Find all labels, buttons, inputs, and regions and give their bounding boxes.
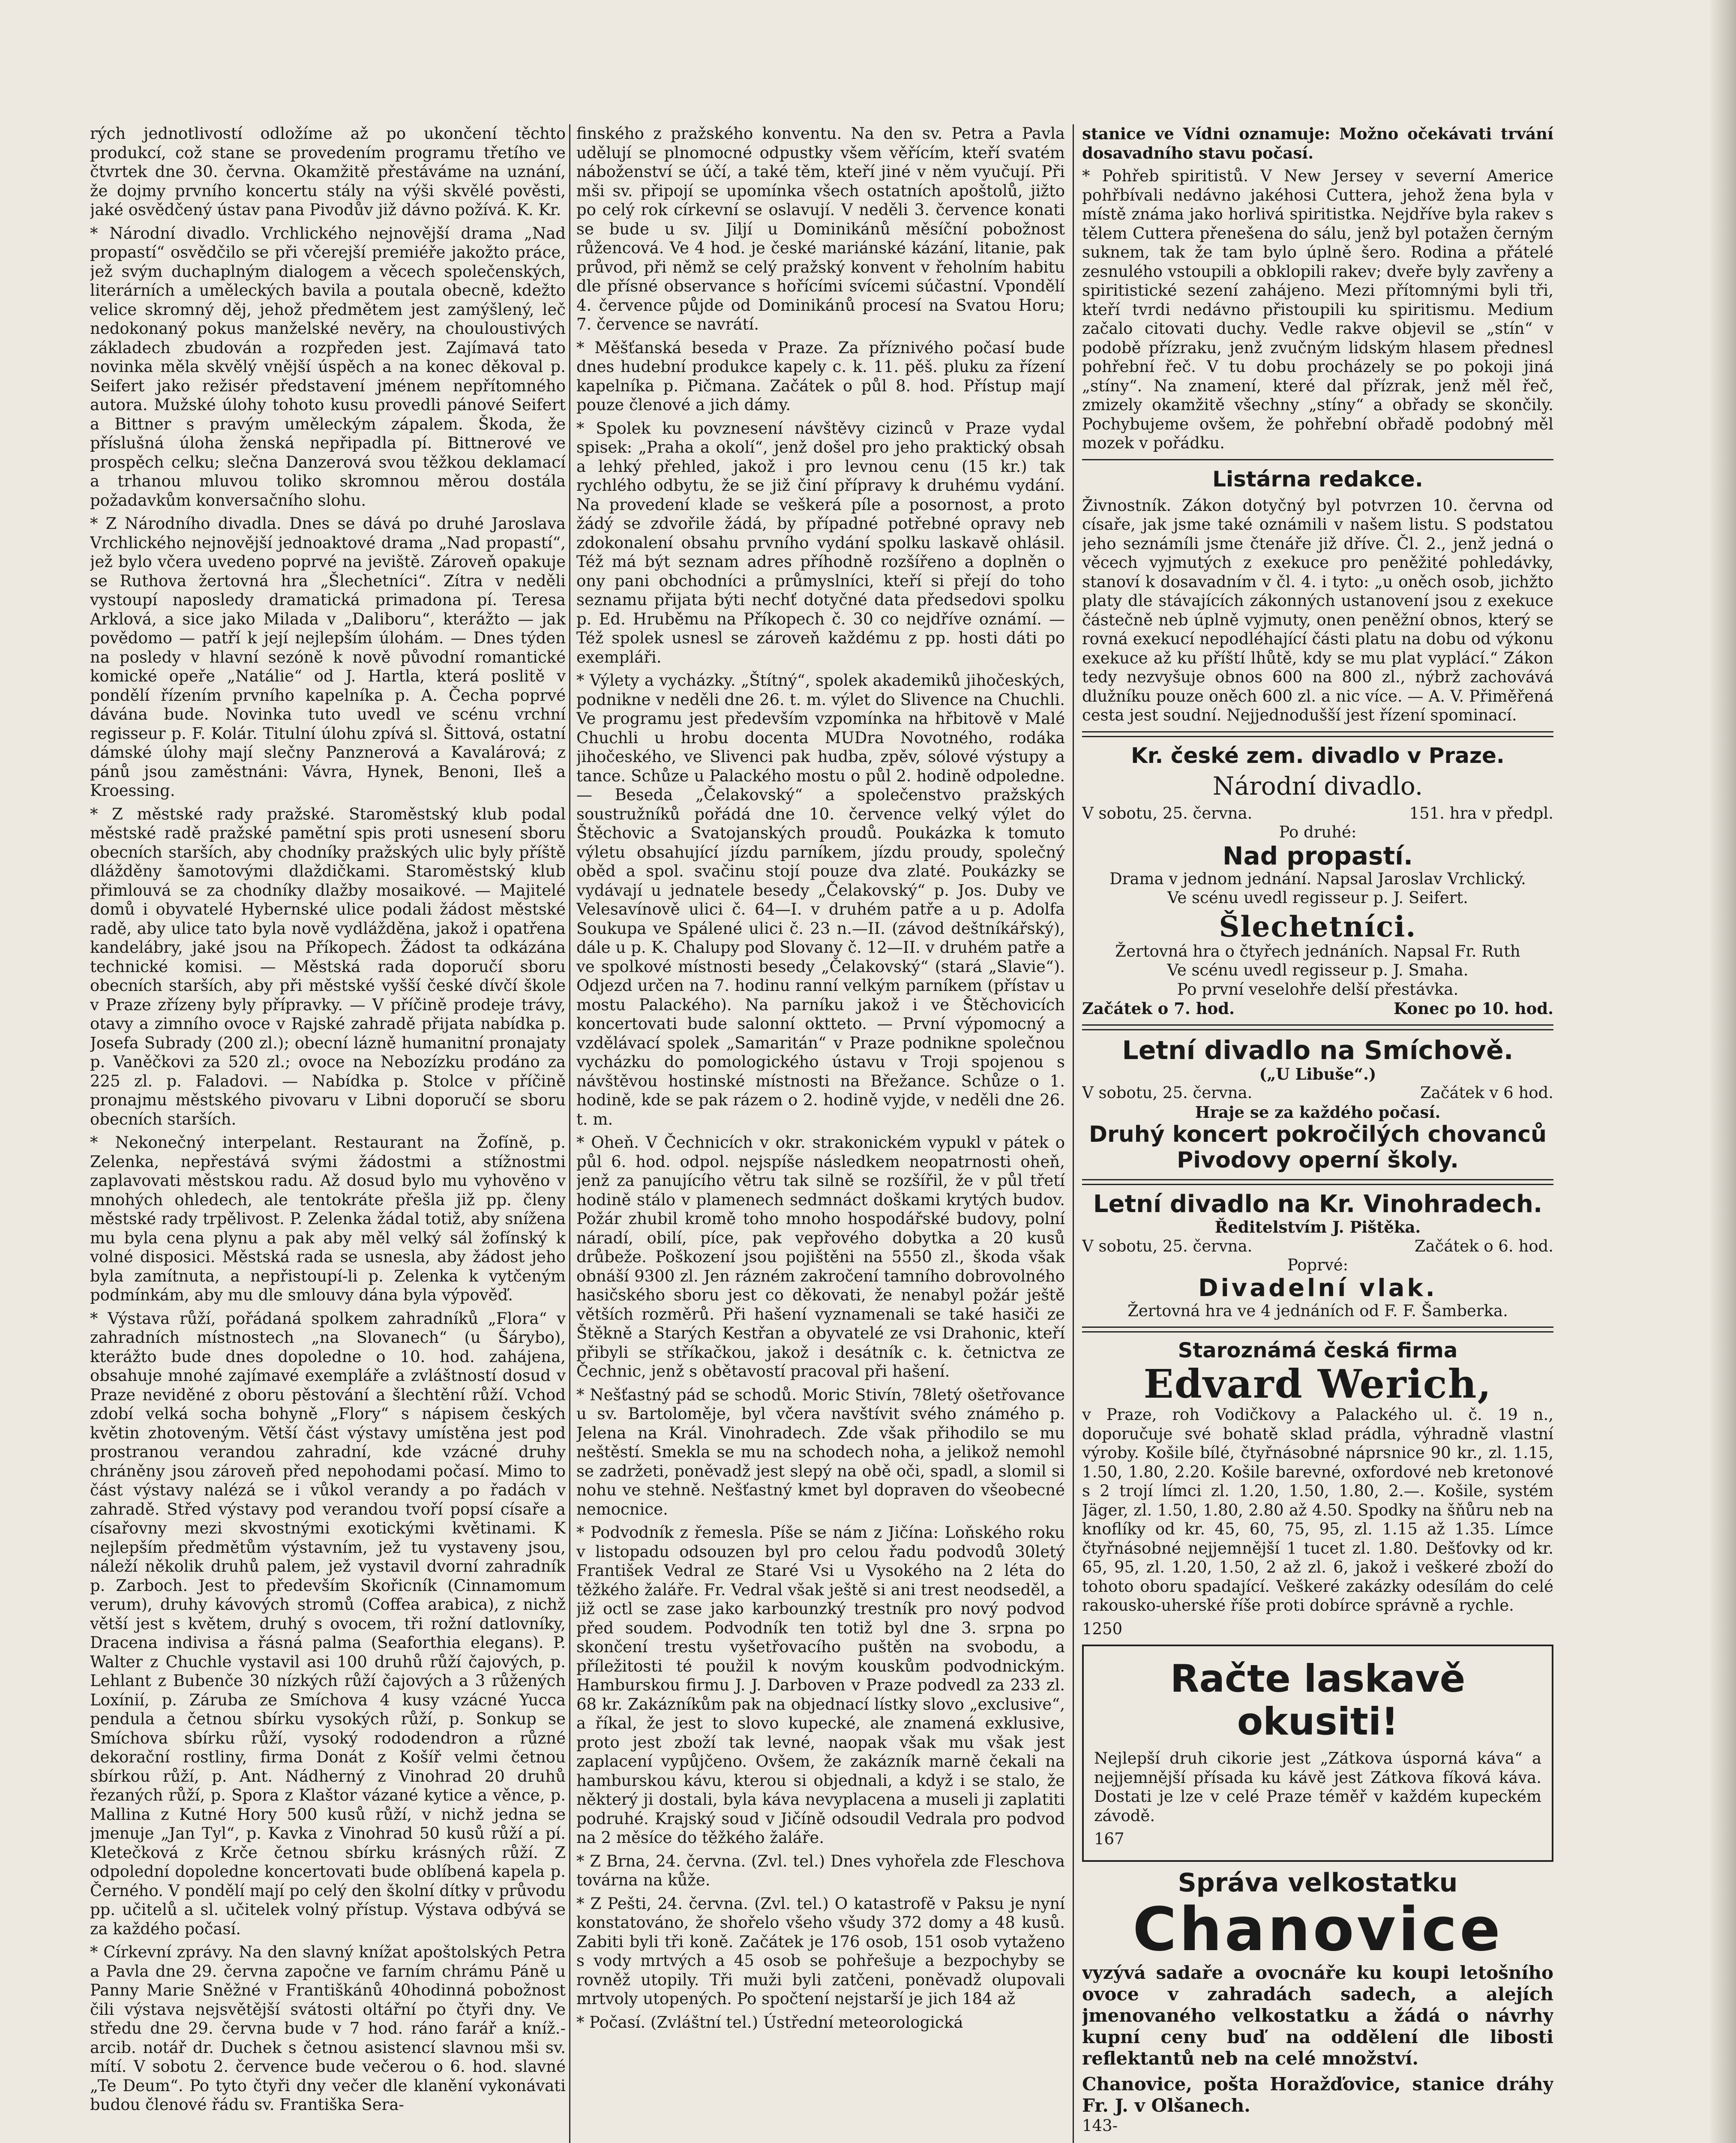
play-desc: Žertovná hra ve 4 jednáních od F. F. Šamberka.: [1127, 1301, 1508, 1320]
article-paragraph: rých jednotlivostí odložíme až po ukončení těchto produkcí, což stane se provedením programu třetího ve čtvrtek dne 30. června. Okamžitě přestáváme na uznání, že dojmy prvního koncertu stály na výši skvělé pověsti, jaké osvědčený ústav pana Pivodův již dávno požívá. K. Kr.: [90, 124, 566, 219]
article-paragraph: * Pohřeb spiritistů. V New Jersey v severní Americe pohřbívali nedávno jakéhosi Cuttera, jehož žena byla v místě známa jako horlivá spiritistka. Nejdříve byla rakev s tělem Cuttera přenešena do sálu, jenž byl potažen černým suknem, tak že tam bylo úplně šero. Rodina a přátelé zesnulého vstoupili a obklopili rakev; dveře byly zavřeny a spiritistické sezení zahájeno. Mezi přítomnými byli tři, kteří tvrdi nedávno přistoupili ku spiritismu. Medium začalo citovati duchy. Vedle rakve objevil se „stín“ v podobě přízraku, jenž zvučným lidským hlasem přednesl pohřební řeč. V tu dobu procházely se po pokoji jiná „stíny“. Na znamení, které dal přízrak, jenž měl řeč, zmizely okamžitě všechny „stíny“ a obřady se skončily. Pochybujeme ovšem, že pohřební obřadě podobný měl mozek v pořádku.: [1082, 167, 1553, 452]
theater-header: Kr. české zem. divadlo v Praze.: [1131, 743, 1505, 768]
column-rule: [569, 124, 570, 2143]
theater-start: Začátek o 7. hod.: [1082, 999, 1235, 1018]
theater-first-label: Po druhé:: [1279, 823, 1357, 841]
concert-title: Druhý koncert pokročilých chovanců: [1088, 1122, 1547, 1147]
article-paragraph: * Měšťanská beseda v Praze. Za příznivého počasí bude dnes hudební produkce kapely c. k. 11. pěš. pluku za řízení kapelníka p. Pičmana. Začátek o půl 8. hod. Přístup mají pouze členové a jich dámy.: [576, 338, 1065, 414]
article-paragraph: * Národní divadlo. Vrchlického nejnovější drama „Nad propastí“ osvědčilo se při včerejší premiéře jakožto práce, jež svým duchaplným dialogem a věcech společenských, literárních a uměleckých bavila a poutala obecně, kdežto velice skromný děj, jehož předmětem jest zamýšlený, leč nedokonaný pokus manželské nevěry, na chouloustivých základech zbudován a rozpředen jest. Zajímavá tato novinka měla skvělý vnější úspěch a na konec děkoval p. Seifert jako režisér představení jménem nepřítomného autora. Mužské úlohy tohoto kusu provedli pánové Seifert a Bittner s pravým uměleckým zápalem. Škoda, že příslušná úloha ženská nepřipadla pí. Bittnerové ve prospěch celku; slečna Danzerová svou těžkou deklamací a trhanou mluvou toliko skromnou měrou dostála požadavkům konversačního slohu.: [90, 224, 566, 510]
theater-date: V sobotu, 25. června.: [1082, 1084, 1253, 1102]
theater-name: Národní divadlo.: [1212, 771, 1423, 801]
article-paragraph: * Oheň. V Čechnicích v okr. strakonickém vypukl v pátek o půl 6. hod. odpol. nejspíše následkem neopatrnosti oheň, jenž za panujícího větru tak silně se rozšířil, že v půl třetí hodině stálo v plamenech sedmnáct doškami krytých budov. Požár zhubil kromě toho mnoho hospodářské budovy, polní náradí, obilí, píce, pak vepřového dobytka a 20 kusů drůbeže. Poškození jsou pojištěni na 5550 zl., škoda však obnáší 9300 zl. Jen rázném zakročení tamního dobrovolného hasičského sboru jest co děkovati, že nenabyl požár ještě větších rozměrů. Při hašení vyznamenali se také hasiči ze Štěkně a Starých Kestřan a obyvatelé ze vsi Drahonic, kteří přibyli se stříkačkou, jakož i desátník c. k. četnictva ze Čechnic, jenž s obětavostí pracoval při hašení.: [576, 1133, 1065, 1381]
divider: [1082, 459, 1553, 460]
play-title: Šlechetníci.: [1219, 909, 1417, 943]
ad-head: Správa velkostatku: [1178, 1867, 1458, 1898]
theater-date: V sobotu, 25. června.: [1082, 804, 1253, 822]
theater-start: Začátek o 6. hod.: [1414, 1237, 1553, 1255]
theater-name: Letní divadlo na Smíchově.: [1122, 1035, 1514, 1065]
ad-number: 167: [1094, 1830, 1124, 1848]
article-paragraph: * Výlety a vycházky. „Štítný“, spolek akademiků jihočeských, podnikne v neděli dne 26. t. m. výlet do Slivence na Chuchli. Ve programu jest především vzpomínka na hřbitově v Malé Chuchli u hrobu docenta MUDra Novotného, rodáka jihočeského, ve Slivenci pak hudba, zpěv, sólové výstupy a tance. Schůze u Palackého mostu o půl 2. hodině odpoledne. — Beseda „Čelakovský“ a společenstvo pražských soustružníků pořádá dne 10. července velký výlet do Štěchovic a Svatojanských proudů. Poukázka k tomuto výletu obsahující jízdu parníkem, jízdu proudy, společný oběd a spol. svačinu stojí pouze dva zlaté. Poukázky se vydávají u jednatele besedy „Čelakovský“ p. Jos. Duby ve Velesavínově ulici č. 64—I. v druhém patře a u p. Adolfa Soukupa ve Spálené ulici č. 23 n.—II. (závod deštníkářský), dále u p. K. Chalupy pod Slovany č. 12—II. v druhém patře a ve spolkové místnosti besedy „Čelakovský“ (stará „Slavie“). Odjezd určen na 7. hodinu ranní velkým parníkem (přístav u mostu Palackého). Na parníku jakož i ve Štěchovicích koncertovati bude salonní oktteto. — První výpomocný a vzdělávací spolek „Samaritán“ v Praze podnikne společnou vycházku do pomologického ústavu v Troji spojenou s návštěvou hostinské místnosti na Břežance. Schůze o 1. hodině, kde se pak rázem o 2. hodině vyjde, v neděli dne 26. t. m.: [576, 671, 1065, 1129]
article-paragraph: * Církevní zprávy. Na den slavný knížat apoštolských Petra a Pavla dne 29. června započne ve farním chrámu Páně u Panny Marie Sněžné v Františkánů 40hodinná pobožnost čili výstava nejsvětější svátosti oltářní po čtyři dny. Ve středu dne 29. června bude v 7 hod. ráno farář a kníž.-arcib. notář dr. Duchek s četnou asistencí slavnou mši sv. mítí. V sobotu 2. července bude večerou o 6. hod. slavné „Te Deum“. Po tyto čtyři dny večer dle klanění vykonávati budou členové řádu sv. Františka Sera-: [90, 1943, 566, 2114]
play-desc: Drama v jednom jednání. Napsal Jaroslav Vrchlický.: [1109, 869, 1526, 888]
column-2: [576, 124, 1065, 2143]
theater-date-row: [1082, 1237, 1553, 1256]
theater-date-row: [1082, 804, 1553, 823]
ad-title: Račte laskavě okusiti!: [1170, 1657, 1466, 1744]
play-desc: Žertovná hra o čtyřech jednáních. Napsal Fr. Ruth: [1115, 942, 1520, 960]
article-paragraph: * Z Brna, 24. června. (Zvl. tel.) Dnes vyhořela zde Fleschova továrna na kůže.: [576, 1852, 1065, 1889]
article-paragraph: * Spolek ku povznesení návštěvy cizinců v Praze vydal spisek: „Praha a okolí“, jenž došel pro jeho praktický obsah a lehký přehled, jakož i pro levnou cenu (15 kr.) tak rychlého odbytu, že se již činí přípravy k druhému vydání. Na provedení klade se veškerá píle a posornost, a proto žádý se zdvořile žádá, by případné potřebné opravy neb zdokonalení obsahu prvního vydání spolku laskavě ohlásil. Též má být seznam adres příhodně rozšířeno a doplněn o ony pani obchodníci a průmyslníci, kteří si přejí do toho seznamu přijata býti nechť dotyčné data předsedovi spolku p. Ed. Hruběmu na Příkopech č. 30 co nejdříve oznámí. — Též spolek usnesl se zároveň každému z pp. hosti dáti po exempláři.: [576, 419, 1065, 666]
article-paragraph: * Z městské rady pražské. Staroměstský klub podal městské radě pražské pamětní spis proti usnesení sboru obecních starších, aby chodníky pražských ulic byly příště dlážděny šamotovými dlaždičkami. Staroměstský klub přimlouvá se za chodníky dlažby mosaikové. — Majitelé domů i obyvatelé Hybernské ulice podali žádost městské radě, aby ulice tato byla nově vydlážděna, jakož i opatřena kandelábry, jaké jsou na Příkopech. Žádost ta odkázána technické komisi. — Městská rada doporučí sboru obecních starších, aby při městské vyšší české dívčí škole v Praze zřízeny byly přípravky. — V příčině prodeje trávy, otavy a zimního ovoce v Rajské zahradě přijata nabídka p. Josefa Subrady (200 zl.); obecní lázně humanitní pronajaty p. Vaněčkovi za 520 zl.; ovoce na Nebozízku prodáno za 225 zl. p. Faladovi. — Nabídka p. Stolce v příčině pronajmu městského pivovaru v Libni doporučí se sboru obecních starších.: [90, 804, 566, 1129]
article-paragraph: stanice ve Vídni oznamuje: Možno očekávati trvání dosavadního stavu počasí.: [1082, 124, 1553, 162]
ad-text: vyzývá sadaře a ovocnáře ku koupi letošního ovoce v zahradách sadech, a alejích jmenovaného velkostatku a žádá o návrhy kupní ceny buď na oddělení dle libosti reflektantů neb na celé množství.: [1082, 1962, 1553, 2069]
theater-start: Začátek v 6 hod.: [1420, 1084, 1553, 1102]
ad-estate-name: Chanovice: [1133, 1894, 1503, 1965]
theater-note: Hraje se za každého počasí.: [1195, 1102, 1441, 1122]
listarna-title: Listárna redakce.: [1212, 466, 1423, 492]
article-paragraph: * Z Pešti, 24. června. (Zvl. tel.) O katastrofě v Paksu je nyní konstatováno, že shořelo všeho všudy 372 domy a 48 kusů. Zabiti byli tři koně. Začátek je 176 osob, 151 osob vytaženo s vody mrtvých a 45 osob se pohřešuje a bezpochyby se rovněž utopily. Tři muži byli zatčeni, poněvadž olupovali mrtvoly utopených. Po spočtení nejstarší je jich 184 až: [576, 1894, 1065, 2008]
article-paragraph: finského z pražského konventu. Na den sv. Petra a Pavla udělují se plnomocné odpustky všem věřícím, kteří svatém náboženství se účí, a také těm, kteří jiné v něm vyučují. Při mši sv. připojí se upomínka všech ostatních apoštolů, jižto po celý rok církevní se oslavují. V neděli 3. července konati se bude u sv. Jiljí u Dominikánů měsíční pobožnost růžencová. Ve 4 hod. je české mariánské kázání, litanie, pak průvod, při němž se celý pražský konvent v řeholním habitu dle přísné observance s hořícími svícemi súčastní. Vpondělí 4. července půjde od Dominikánů procesí na Svatou Horu; 7. července se navrátí.: [576, 124, 1065, 333]
play-title: Nad propastí.: [1222, 841, 1413, 870]
column-rule: [1073, 124, 1074, 2143]
ad-footer: Chanovice, pošta Horažďovice, stanice dráhy Fr. J. v Olšanech.: [1082, 2073, 1553, 2116]
page-edge: [1710, 0, 1736, 2143]
ad-firm-name: Edvard Werich,: [1143, 1361, 1492, 1407]
theater-end: Konec po 10. hod.: [1394, 999, 1553, 1018]
column-3: [1082, 124, 1553, 2143]
article-paragraph: * Nešťastný pád se schodů. Moric Stivín, 78letý ošetřovance u sv. Bartoloměje, byl včera navštívit svého známého p. Jelena na Král. Vinohradech. Zde však přihodilo se mu neštěstí. Smekla se mu na schodech noha, a jelikož nemohl se zadržeti, poněvadž jest slepý na obě oči, spadl, a slomil si nohu ve stehně. Nešťastný kmet byl dopraven do všeobecné nemocnice.: [576, 1385, 1065, 1519]
divider: [1082, 1327, 1553, 1333]
theater-times: [1082, 999, 1553, 1018]
theater-date: V sobotu, 25. června.: [1082, 1237, 1253, 1255]
concert-title: Pivodovy operní školy.: [1177, 1147, 1459, 1173]
play-title: Divadelní vlak.: [1198, 1274, 1437, 1302]
article-paragraph: * Podvodník z řemesla. Píše se nám z Jičína: Loňského roku v listopadu odsouzen byl pro celou řadu podvodů 30letý František Vedral ze Staré Vsi u Vysokého na 2 léta do těžkého žaláře. Fr. Vedral však ještě si ani trest neodseděl, a již octl se zase jako karbounzký trestník pro nový podvod před soudem. Podvodník ten totiž byl dne 3. srpna po skončení trestu vyšetřovacího puštěn na svobodu, a příležitosti té použil k novým kouskům podvodnickým. Hamburskou firmu J. J. Darboven v Praze podvedl za 233 zl. 68 kr. Zakázníkům pak na objednací lístky slovo „exclusive“, a říkal, že jest to slovo kupecké, ale znamená exklusive, proto jest zboží tak levné, naopak však mu však jest zaplacení vypůjčeno. Ovšem, že zakázník marně čekali na hamburskou kávu, kterou si objednali, a když i se stalo, že některý ji dostali, byla káva nevyplacena a museli ji zaplatiti podruhé. Krajský soud v Jičíně odsoudil Vedrala pro podvod na 2 měsíce do těžkého žaláře.: [576, 1523, 1065, 1847]
theater-name: Letní divadlo na Kr. Vinohradech.: [1093, 1190, 1543, 1218]
column-1: [90, 124, 566, 2143]
divider: [1082, 1024, 1553, 1030]
ad-text: Nejlepší druh cikorie jest „Zátkova úsporná káva“ a nejjemnější přísada ku kávě jest Zátkova fíková káva. Dostati je lze v celé Praze téměř v každém kupeckém závodě.: [1094, 1749, 1541, 1825]
theater-date-row: [1082, 1084, 1553, 1103]
theater-sub: („U Libuše“.): [1259, 1064, 1376, 1084]
ad-text: v Praze, roh Vodičkovy a Palackého ul. č. 19 n., doporučuje své bohatě sklad prádla, výhradně vlastní výroby. Košile bílé, čtyřnásobné náprsnice 90 kr., zl. 1.15, 1.50, 1.80, 2.20. Košile barevné, oxfordové neb kretonové s 2 trojí límci zl. 1.20, 1.50, 1.80, 2.—. Košile, systém Jäger, zl. 1.50, 1.80, 2.80 až 4.50. Spodky na šňůru neb na knoflíky od kr. 45, 60, 75, 95, zl. 1.15 až 1.35. Límce čtyřnásobné nejjemnější 1 tucet zl. 1.80. Dešťovky od kr. 65, 95, zl. 1.20, 1.50, 2 až zl. 6, jakož i veškeré zboží do tohoto oboru spadající. Veškeré zakázky odesílám do celé rakousko-uherské říše proti dobírce správně a rychle.: [1082, 1405, 1553, 1615]
ad-number: 1250: [1082, 1619, 1123, 1638]
article-paragraph: * Nekonečný interpelant. Restaurant na Žofíně, p. Zelenka, nepřestává svými žádostmi a stížnostmi zaplavovati městskou radu. Až dosud bylo mu vyhověno v mnohých ohledech, ale tentokráte přešla již pp. členy městské rady trpělivost. P. Zelenka žádal totiž, aby snížena mu byla cena plynu a pak aby měl velký sál žofínský k volné disposici. Městská rada se usnesla, aby žádost jeho byla zamítnuta, a nepřistoupí-li p. Zelenka k vytčeným podmínkám, aby mu dle smlouvy dána byla výpověď.: [90, 1133, 566, 1304]
play-director: Ve scénu uvedl regisseur p. J. Seifert.: [1167, 888, 1468, 907]
article-paragraph: * Počasí. (Zvláštní tel.) Ústřední meteorologická: [576, 2013, 963, 2032]
divider: [1082, 1179, 1553, 1185]
listarna-text: Živnostník. Zákon dotyčný byl potvrzen 10. června od císaře, jak jsme také oznámili v našem listu. S podstatou jeho seznámíli jsme čtenáře již dříve. Čl. 2., jenž jedná o věcech vyjmutých z exekuce pro peněžité pohledávky, stanoví k dosavadním v čl. 4. i tyto: „u oněch osob, jichžto platy dle stávajících zákonných ustanovení jsou z exekuce částečně neb úplně vyjmuty, onen peněžní obnos, který se rovná exekucí nepodléhající části platu na dobu od výkonu exekuce až ku příští lhůtě, kdy se mu plat vyplácí.“ Zákon tedy nezvyšuje obnos 600 na 800 zl., nýbrž zachovává dlužníku pouze oněch 600 zl. a nic více. — A. V. Přiměřená cesta jest soudní. Nejjednodušší jest řízení spominací.: [1082, 496, 1553, 724]
ad-head: Staroznámá česká firma: [1178, 1339, 1458, 1363]
play-director: Ve scénu uvedl regisseur p. J. Smaha.: [1167, 961, 1469, 979]
theater-perf: 151. hra v předpl.: [1409, 804, 1553, 822]
theater-first-label: Poprvé:: [1287, 1256, 1349, 1274]
divider: [1082, 731, 1553, 737]
play-note: Po první veselohře delší přestávka.: [1177, 980, 1459, 999]
ad-number: 143-: [1082, 2116, 1118, 2135]
zatka-ad: [1082, 1645, 1553, 1862]
theater-director: Ředitelstvím J. Pištěka.: [1214, 1218, 1421, 1237]
article-paragraph: * Z Národního divadla. Dnes se dává po druhé Jaroslava Vrchlického nejnovější jednoaktové drama „Nad propastí“, jež bylo včera uvedeno poprvé na jeviště. Zároveň opakuje se Ruthova žertovná hra „Šlechetníci“. Zítra v neděli vystoupí naposledy dramatická primadona pí. Teresa Arklová, a sice jako Milada v „Daliboru“, kterážto — jak povědomo — patří k její nejlepším úlohám. — Dnes týden na posledy v hlavní sezóně k nově původní romantické komické opeře „Natálie“ od J. Hartla, která poslitě v pondělí řízením prvního kapelníka p. A. Čecha poprvé dávána bude. Novinka tuto uvedl ve scénu vrchní regisseur p. F. Kolár. Titulní úlohu zpívá sl. Šittová, ostatní dámské úlohy mají slečny Panznerová a Kavalárová; z pánů jsou zaměstnáni: Vávra, Hynek, Benoni, Ileš a Kroessing.: [90, 514, 566, 800]
article-paragraph: * Výstava růží, pořádaná spolkem zahradníků „Flora“ v zahradních místnostech „na Slovanech“ (u Šárybo), kterážto bude dnes dopoledne o 10. hod. zahájena, obsahuje mnohé zajímavé exempláře a zvláštností dosud v Praze neviděné z oboru pěstování a šlechtění růží. Vchod zdobí velká socha bohyně „Flory“ s nápisem českých květin zhotoveným. Větší část výstavy umístěna jest pod prostranou verandou zahradní, kde vzácné druhy chráněny jsou zároveň před nepohodami počasí. Mimo to část výstavy nalézá se i vůkol verandy a po řadách v zahradě. Střed výstavy pod verandou tvoří popsí císaře a císařovny mezi skvostnými exotickými květinami. K nejlepším předmětům výstavním, jež tu vystaveny jsou, náleží několik druhů palem, jež vystavil dvorní zahradník p. Zarboch. Jest to především Skořicník (Cinnamomum verum), druhy kávových stromů (Coffea arabica), z nichž větší jest s květem, druhý s ovocem, tři rožní datlovníky, Dracena indivisa a řásná palma (Seaforthia elegans). P. Walter z Chuchle vystavil asi 100 druhů růží čajových, p. Lehlant z Bubenče 30 nízkých růží čajových a 3 růžených Loxínií, p. Záruba ze Smíchova 4 kusy vzácné Yucca pendula a četnou sbírku vysokých růží, p. Sonkup se Smíchova sbírku růží, vysoký rododendron a různé dekorační rostliny, firma Donát z Košíř velmi četnou sbírkou růží, p. Ant. Nádherný z Vinohrad 20 druhů řezaných růží, p. Spora z Klaštor vázané kytice a věnce, p. Mallina z Kutné Hory 500 kusů růží, v nichž jedna se jmenuje „Jan Tyl“, p. Kavka z Vinohrad 50 kusů růží a pí. Kletečková z Krče četnou sbírku krásných růží. Z odpolední dopoledne koncertovati bude oblíbená kapela p. Černého. V pondělí mají po celý den školní dítky v průvodu pp. učitelů a sl. učitelek volný přístup. Výstava odbývá se za každého počasí.: [90, 1309, 566, 1938]
